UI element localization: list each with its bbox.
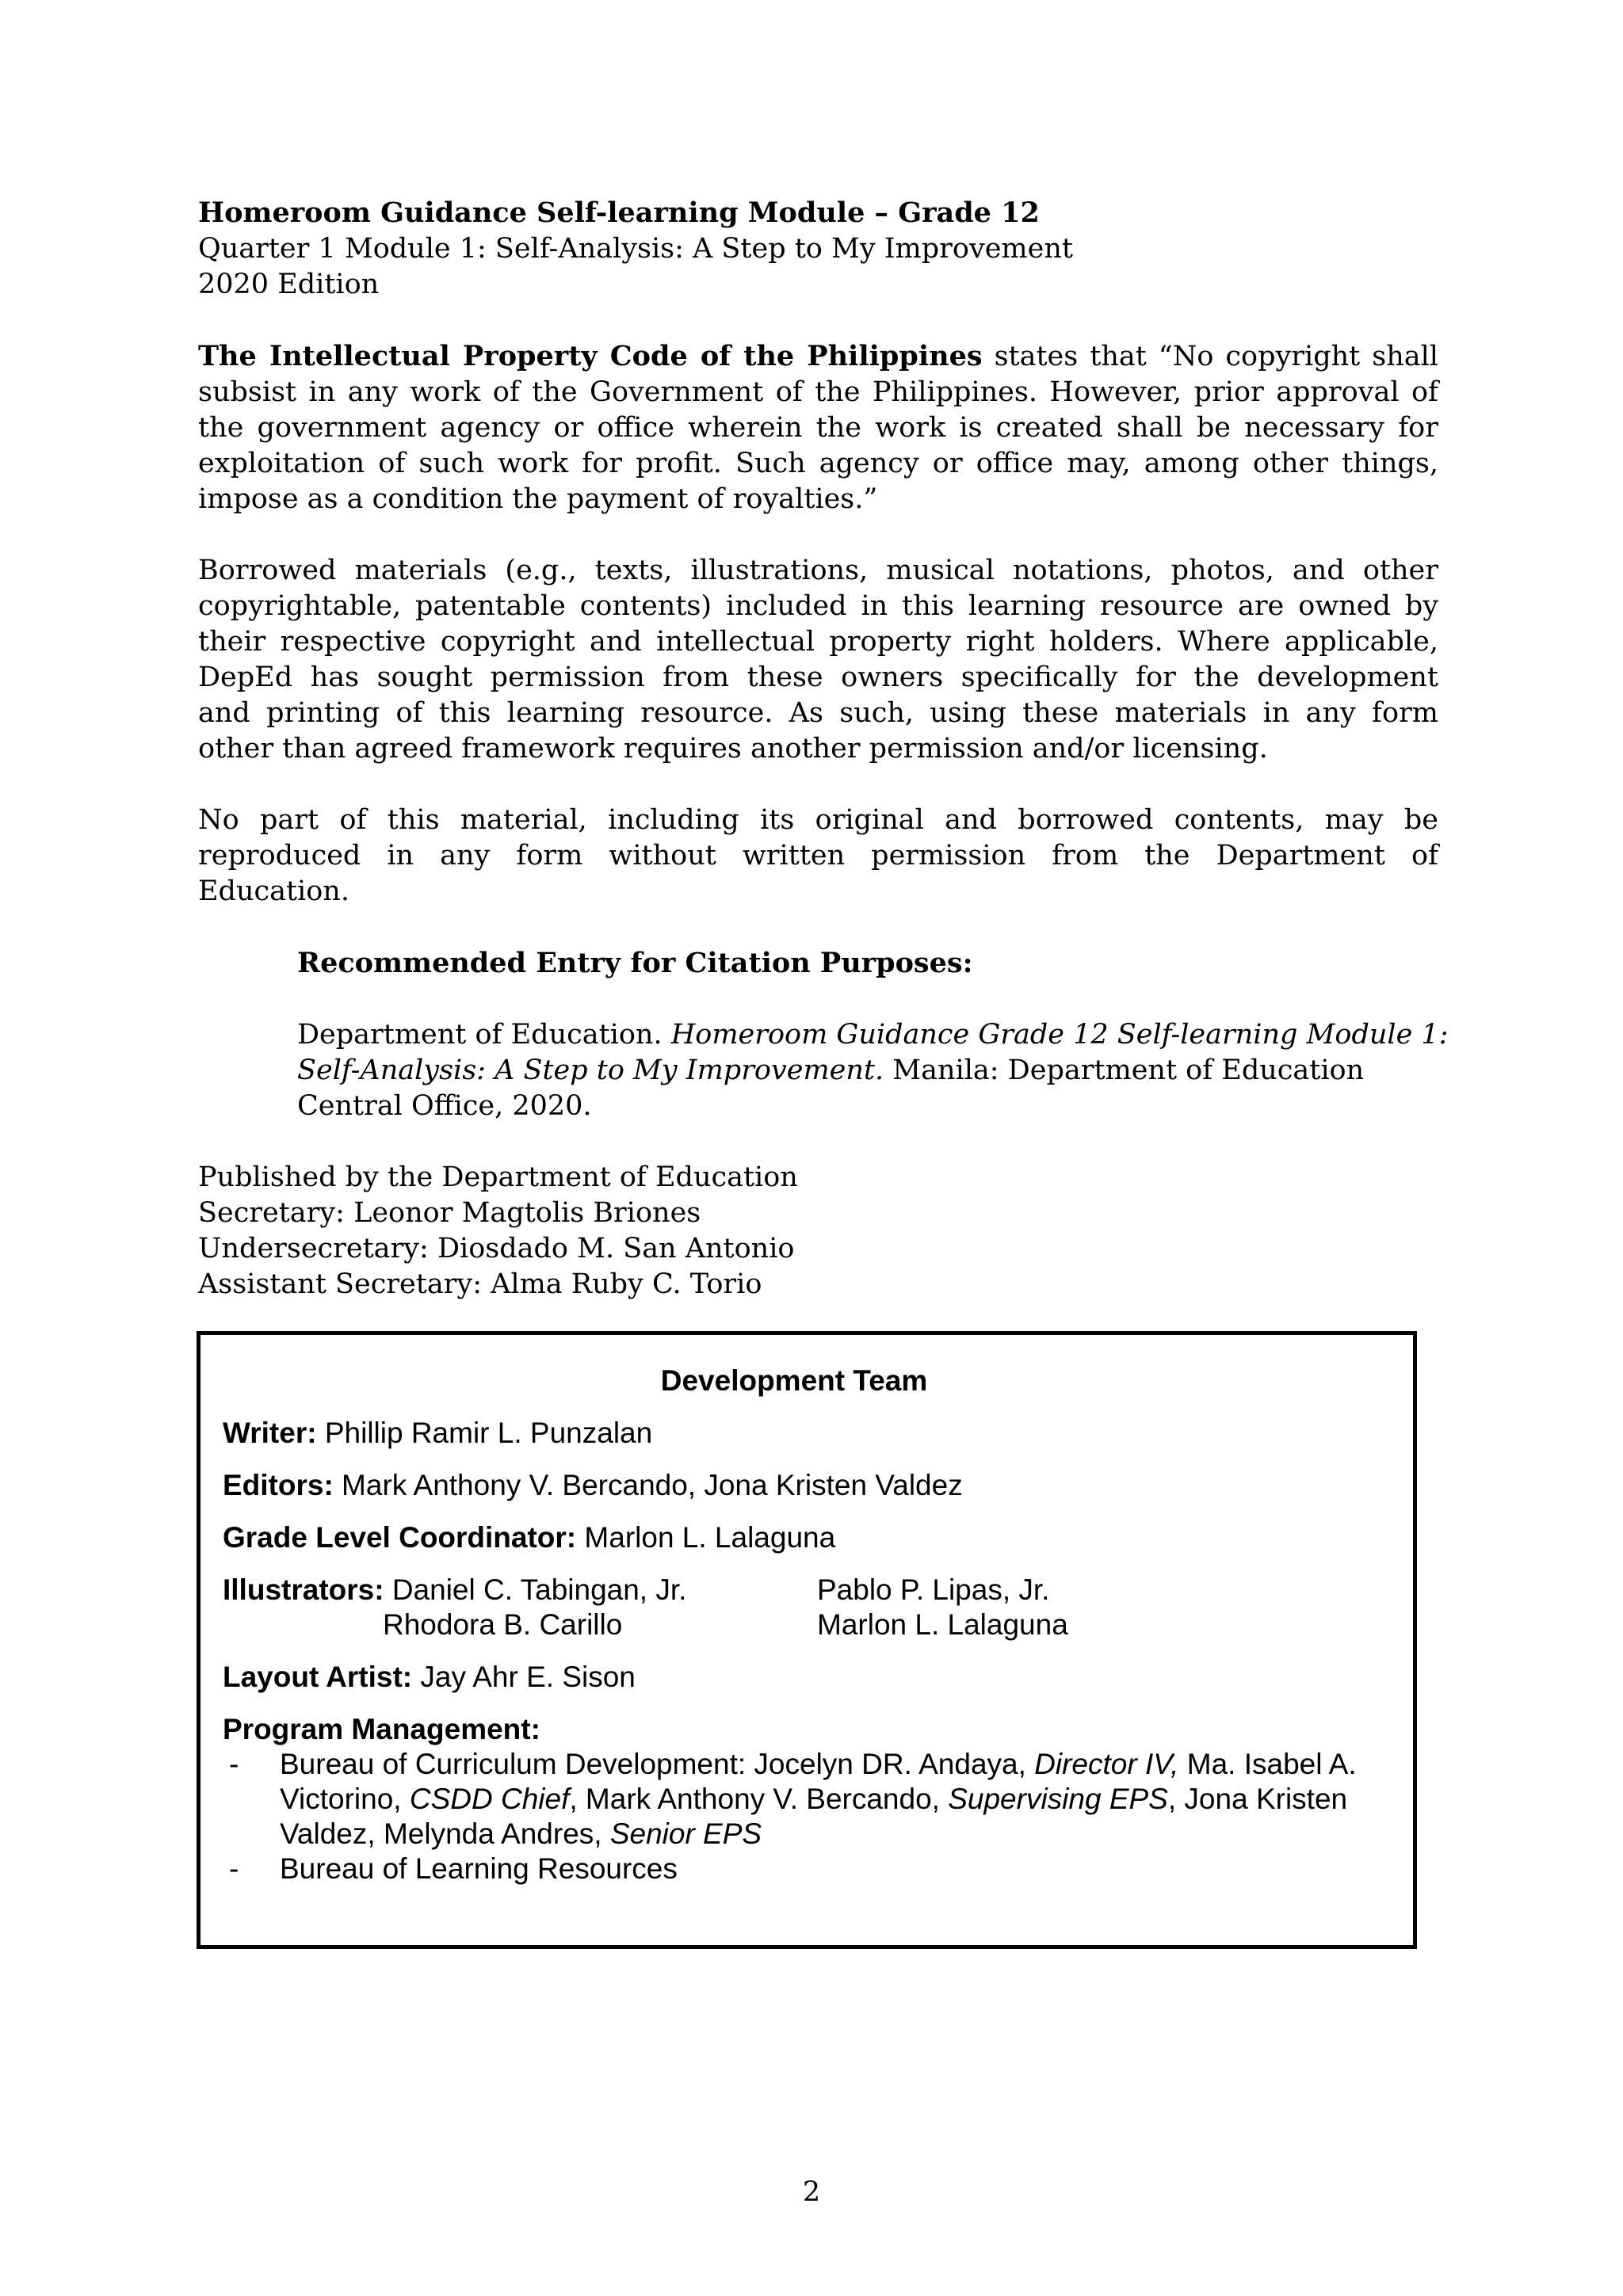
- borrowed-line: and printing of this learning resource. As such, using these materials in any form: [198, 697, 1438, 729]
- illustrators-row: [223, 1573, 1365, 1642]
- illustrators-column-1: Illustrators: Daniel C. Tabingan, Jr. Rhodora B. Carillo: [223, 1573, 687, 1641]
- no-part-line: reproduced in any form without written permission from the Department of: [198, 840, 1438, 871]
- layout-artist-row: Layout Artist: Jay Ahr E. Sison: [223, 1661, 636, 1693]
- borrowed-line: DepEd has sought permission from these owners specifically for the development: [198, 662, 1438, 693]
- illustrators-column-2: Pablo P. Lipas, Jr. Marlon L. Lalaguna: [817, 1573, 1068, 1641]
- assistant-secretary: Assistant Secretary: Alma Ruby C. Torio: [198, 1268, 762, 1300]
- edition: 2020 Edition: [198, 269, 380, 300]
- citation-heading: Recommended Entry for Citation Purposes:: [297, 947, 973, 979]
- module-title-block: [198, 195, 1438, 303]
- module-subtitle: Quarter 1 Module 1: Self-Analysis: A Step to My Improvement: [198, 233, 1073, 265]
- citation-line: Central Office, 2020.: [297, 1090, 592, 1122]
- borrowed-line: copyrightable, patentable contents) included in this learning resource are owned by: [198, 590, 1438, 622]
- development-team-box: [197, 1331, 1417, 1949]
- borrowed-line: Borrowed materials (e.g., texts, illustrations, musical notations, photos, and other: [198, 555, 1438, 586]
- borrowed-line: other than agreed framework requires another permission and/or licensing.: [198, 733, 1268, 765]
- ip-code-bold: The Intellectual Property Code of the Philippines: [198, 340, 983, 372]
- ip-code-line: The Intellectual Property Code of the Philippines states that “No copyright shall: [198, 340, 1438, 372]
- borrowed-materials-paragraph: [198, 553, 1438, 767]
- citation-line: Department of Education. Homeroom Guidance Grade 12 Self-learning Module 1:: [297, 1019, 1449, 1051]
- program-management: Program Management: - Bureau of Curriculum Development: Jocelyn DR. Andaya, Director IV, Ma. Isabel A. Victorino, CSDD Chief, Mark Anthony V. Bercando, Supervising EPS, Jona Kristen Valdez, Melynda Andres, Senior EPS - Bureau of Learning Resources: [223, 1712, 1365, 1886]
- citation-line: Self-Analysis: A Step to My Improvement. Manila: Department of Education: [297, 1055, 1365, 1086]
- list-item: - Bureau of Curriculum Development: Jocelyn DR. Andaya, Director IV, Ma. Isabel A. Victorino, CSDD Chief, Mark Anthony V. Bercando, Supervising EPS, Jona Kristen Valdez, Melynda Andres, Senior EPS: [229, 1748, 1357, 1850]
- coordinator-row: Grade Level Coordinator: Marlon L. Lalaguna: [223, 1521, 836, 1554]
- undersecretary: Undersecretary: Diosdado M. San Antonio: [198, 1233, 795, 1264]
- module-title: Homeroom Guidance Self-learning Module – Grade 12: [198, 196, 1040, 229]
- ip-code-line: subsist in any work of the Government of the Philippines. However, prior approval of: [198, 376, 1438, 408]
- list-item: - Bureau of Learning Resources: [229, 1852, 678, 1885]
- ip-code-line: impose as a condition the payment of royalties.”: [198, 483, 878, 515]
- no-part-paragraph: [198, 803, 1438, 910]
- program-management-list: [223, 1747, 1365, 1886]
- citation-entry: [297, 1017, 1449, 1124]
- citation-section: [297, 945, 1449, 1124]
- no-part-line: No part of this material, including its original and borrowed contents, may be: [198, 804, 1438, 836]
- editors-row: Editors: Mark Anthony V. Bercando, Jona Kristen Valdez: [223, 1469, 963, 1501]
- ip-code-paragraph: [198, 338, 1438, 517]
- secretary: Secretary: Leonor Magtolis Briones: [198, 1197, 701, 1229]
- published-by: Published by the Department of Education: [198, 1161, 798, 1193]
- writer-row: Writer: Phillip Ramir L. Punzalan: [223, 1417, 653, 1449]
- page-number: 2: [802, 2176, 821, 2208]
- publisher-block: [198, 1160, 1438, 1302]
- page-content: [198, 195, 1449, 1302]
- ip-code-line: exploitation of such work for profit. Such agency or office may, among other things,: [198, 448, 1438, 479]
- development-team-title: Development Team: [660, 1364, 928, 1397]
- ip-code-line: the government agency or office wherein the work is created shall be necessary for: [198, 412, 1438, 444]
- borrowed-line: their respective copyright and intellectual property right holders. Where applicable,: [198, 626, 1438, 658]
- no-part-line: Education.: [198, 875, 349, 907]
